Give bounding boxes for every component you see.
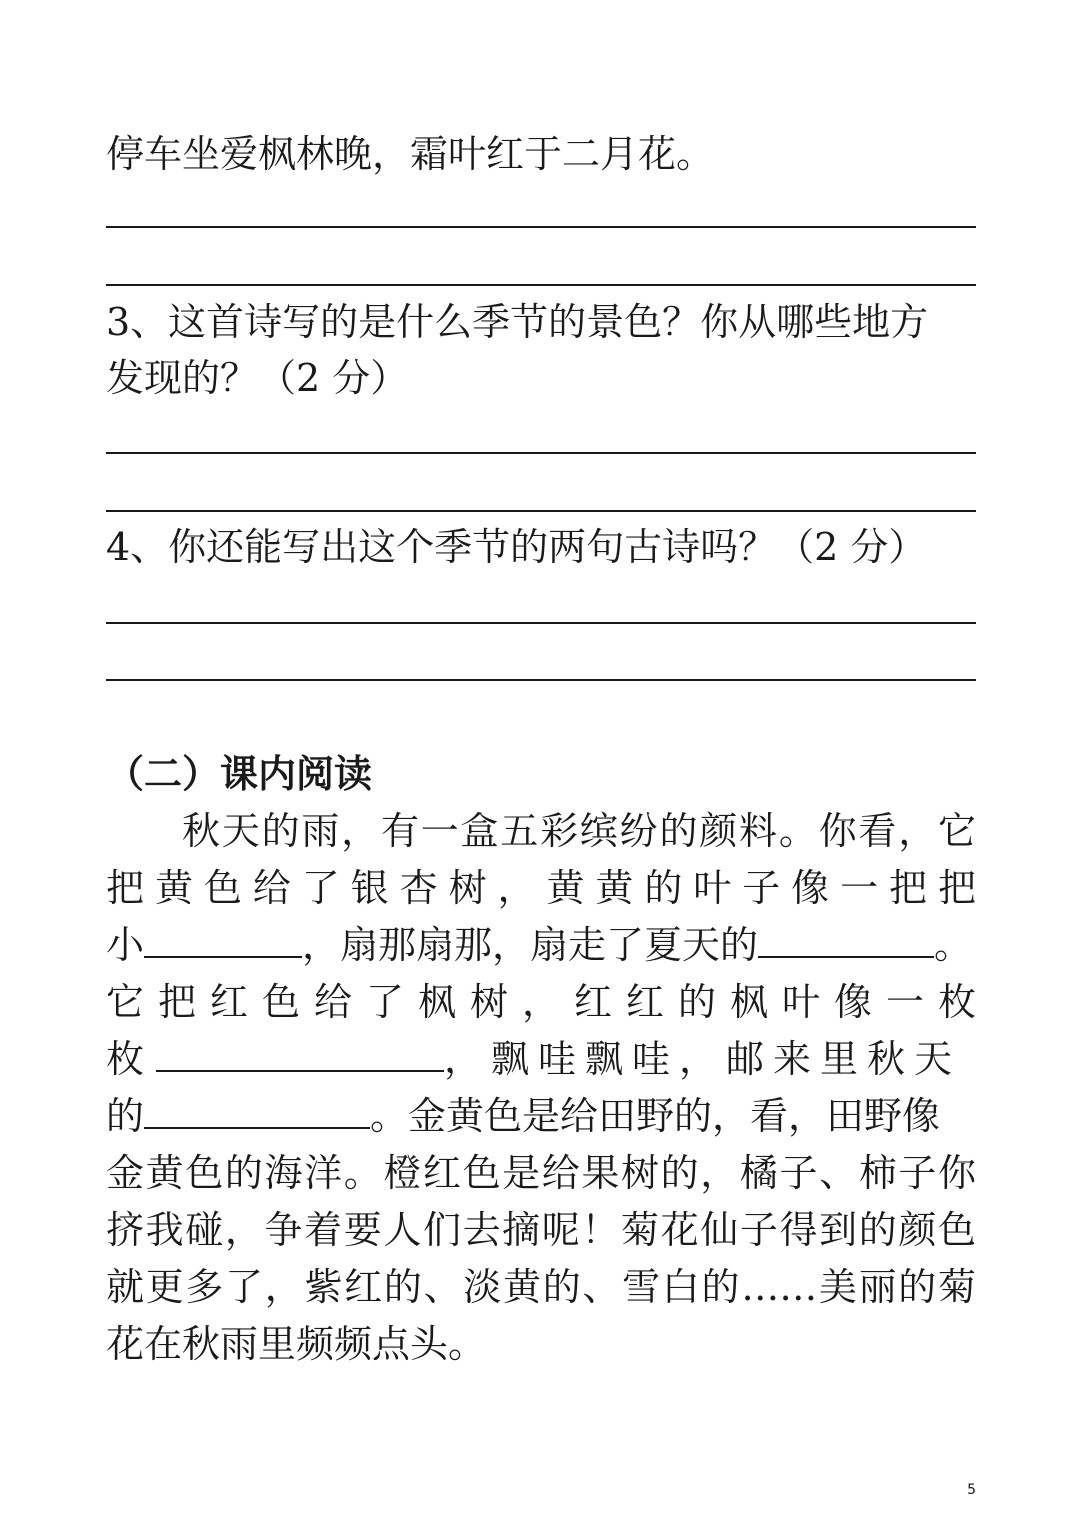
answer-line [106,622,976,624]
poem-line: 停车坐爱枫林晚，霜叶红于二月花。 [106,132,715,176]
answer-line [106,679,976,681]
passage-line-7: 金黄色的海洋。橙红色是给果树的，橘子、柿子你 [106,1151,976,1195]
passage-line-9: 就更多了，紫红的、淡黄的、雪白的……美丽的菊 [106,1265,976,1309]
fill-blank[interactable] [144,920,302,958]
answer-line [106,510,976,512]
page-number: 5 [967,1482,976,1498]
question-3-line-2: 发现的？（2 分） [106,356,409,400]
passage-line-1: 秋天的雨，有一盒五彩缤纷的颜料。你看，它 [182,809,976,853]
answer-line [106,284,976,286]
fill-blank[interactable] [144,1091,370,1129]
section-title: （二）课内阅读 [106,752,373,796]
question-4: 4、你还能写出这个季节的两句古诗吗？（2 分） [106,525,927,569]
question-3-line-1: 3、这首诗写的是什么季节的景色？你从哪些地方 [106,300,929,344]
passage-line-10: 花在秋雨里频频点头。 [106,1322,487,1366]
answer-line [106,226,976,228]
passage-line-3: 小 ，扇那扇那，扇走了夏天的 。 [106,917,972,973]
answer-line [106,452,976,454]
fill-blank[interactable] [156,1034,444,1072]
passage-line-2: 把黄色给了银杏树，黄黄的叶子像一把把 [106,866,976,910]
passage-line-6: 的 。金黄色是给田野的，看，田野像 [106,1088,976,1144]
passage-line-4: 它把红色给了枫树，红红的枫叶像一枚 [106,980,976,1024]
passage-line-8: 挤我碰，争着要人们去摘呢！菊花仙子得到的颜色 [106,1208,976,1252]
passage-line-5: 枚 ，飘哇飘哇，邮来里秋天 [106,1031,976,1087]
fill-blank[interactable] [758,920,934,958]
